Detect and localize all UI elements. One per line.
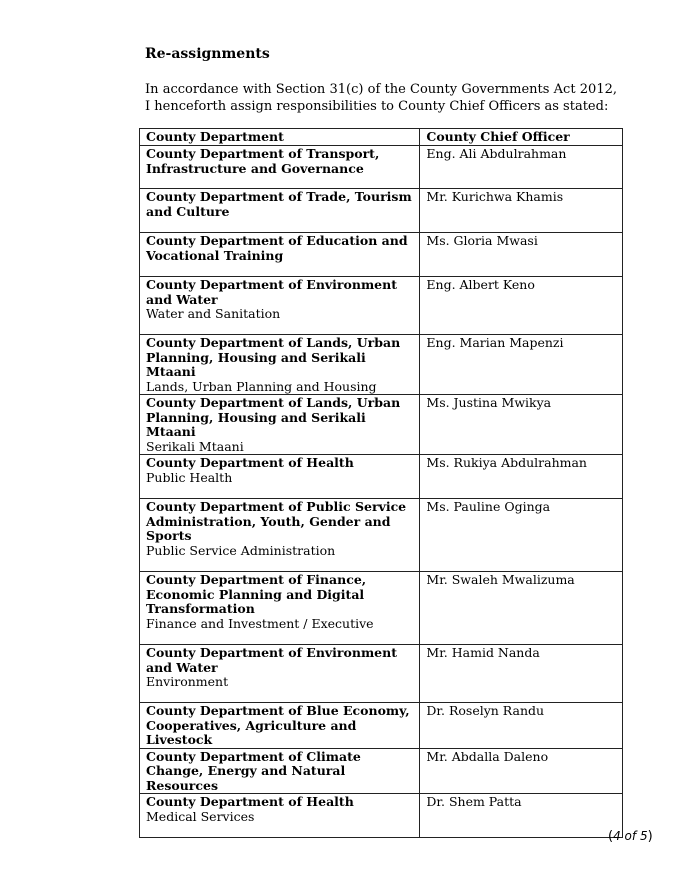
department-cell	[140, 233, 420, 277]
department-name: County Department of Lands, Urban Planning, Housing and Serikali Mtaani	[146, 335, 401, 379]
department-name: County Department of Health	[146, 455, 354, 470]
page-current: 4	[613, 829, 621, 843]
chief-officer-cell: Ms. Gloria Mwasi	[420, 233, 623, 277]
table-row	[140, 499, 623, 572]
department-subunit: Public Health	[146, 469, 233, 485]
department-name: County Department of Climate Change, Energy and Natural Resources	[146, 748, 361, 793]
table-row	[140, 146, 623, 189]
department-subunit: Medical Services	[146, 808, 255, 824]
department-name: County Department of Finance, Economic Planning and Digital Transformation	[146, 572, 367, 616]
chief-officer-cell: Eng. Albert Keno	[420, 277, 623, 335]
chief-officer-cell: Ms. Pauline Oginga	[420, 499, 623, 572]
page-of: of	[624, 829, 637, 843]
department-cell	[140, 335, 420, 395]
department-name: County Department of Lands, Urban Planning, Housing and Serikali Mtaani	[146, 395, 401, 439]
department-cell	[140, 794, 420, 838]
table-row	[140, 233, 623, 277]
assignments-table	[139, 128, 623, 838]
chief-officer-cell: Eng. Marian Mapenzi	[420, 335, 623, 395]
page-total: 5	[639, 829, 648, 843]
department-cell	[140, 748, 420, 794]
department-name: County Department of Environment and Water	[146, 277, 397, 307]
chief-officer-cell: Dr. Roselyn Randu	[420, 703, 623, 749]
department-name: County Department of Public Service Administration, Youth, Gender and Sports	[146, 499, 407, 543]
table-row	[140, 455, 623, 499]
department-name: County Department of Transport, Infrastructure and Governance	[146, 146, 380, 176]
department-cell	[140, 277, 420, 335]
chief-officer-cell: Mr. Abdalla Daleno	[420, 748, 623, 794]
table-row	[140, 335, 623, 395]
department-subunit: Environment	[146, 674, 229, 689]
department-subunit: Water and Sanitation	[146, 306, 281, 321]
page-number: (4 of 5)	[608, 829, 653, 844]
section-heading: Re-assignments	[145, 46, 270, 62]
department-cell	[140, 645, 420, 703]
table-row	[140, 703, 623, 749]
department-subunit: Serikali Mtaani	[146, 438, 244, 454]
chief-officer-cell: Eng. Ali Abdulrahman	[420, 146, 623, 189]
department-cell	[140, 395, 420, 455]
table-row	[140, 572, 623, 645]
department-name: County Department of Trade, Tourism and Culture	[146, 189, 412, 219]
department-subunit: Lands, Urban Planning and Housing	[146, 378, 377, 394]
table-row	[140, 277, 623, 335]
department-name: County Department of Blue Economy, Cooperatives, Agriculture and Livestock	[146, 703, 410, 747]
department-subunit: Finance and Investment / Executive	[146, 615, 374, 631]
department-cell	[140, 146, 420, 189]
table-row	[140, 645, 623, 703]
department-name: County Department of Environment and Water	[146, 645, 397, 675]
header-county-department: County Department	[140, 129, 420, 146]
header-county-chief-officer: County Chief Officer	[420, 129, 623, 146]
chief-officer-cell: Mr. Hamid Nanda	[420, 645, 623, 703]
chief-officer-cell: Mr. Swaleh Mwalizuma	[420, 572, 623, 645]
table-row	[140, 189, 623, 233]
table-row	[140, 794, 623, 838]
department-cell	[140, 189, 420, 233]
chief-officer-cell: Mr. Kurichwa Khamis	[420, 189, 623, 233]
table-row	[140, 395, 623, 455]
department-name: County Department of Education and Vocational Training	[146, 233, 408, 263]
table-header-row	[140, 129, 623, 146]
department-cell	[140, 499, 420, 572]
department-subunit: Public Service Administration	[146, 542, 336, 558]
chief-officer-cell: Ms. Rukiya Abdulrahman	[420, 455, 623, 499]
chief-officer-cell: Dr. Shem Patta	[420, 794, 623, 838]
department-cell	[140, 572, 420, 645]
intro-paragraph: In accordance with Section 31(c) of the County Governments Act 2012, I henceforth assign responsibilities to County Chief Officers as stated:	[145, 82, 617, 114]
department-cell	[140, 455, 420, 499]
chief-officer-cell: Ms. Justina Mwikya	[420, 395, 623, 455]
department-name: County Department of Health	[146, 794, 354, 809]
table-row	[140, 748, 623, 794]
department-cell	[140, 703, 420, 749]
